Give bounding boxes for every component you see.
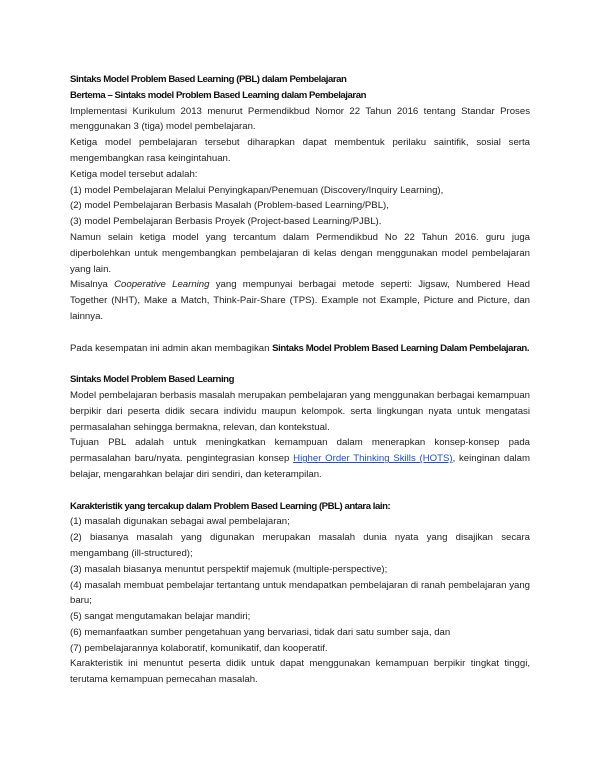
spacer [70, 356, 530, 372]
bold-phrase: Sintaks Model Problem Based Learning Dalam Pembelajaran. [272, 342, 530, 354]
intro-paragraph-2: Ketiga model pembelajaran tersebut diharapkan dapat membentuk perilaku saintifik, sosial serta mengembangkan rasa keingintahuan. [70, 137, 530, 164]
characteristic-item: (7) pembelajarannya kolaboratif, komunikatif, dan kooperatif. [70, 642, 328, 654]
model-list-item: (2) model Pembelajaran Berbasis Masalah (Problem-based Learning/PBL), [70, 200, 389, 212]
section1-paragraph-1: Model pembelajaran berbasis masalah merupakan pembelajaran yang menggunakan berbagai kemampuan berpikir dari peserta didik secara individu maupun kelompok. serta lingkungan nyata untuk mengatasi permasalahan sehingga bermakna, relevan, dan kontekstual. [70, 389, 530, 433]
characteristic-item: (5) sangat mengutamakan belajar mandiri; [70, 611, 251, 623]
document-subtitle: Bertema – Sintaks model Problem Based Learning dalam Pembelajaran [70, 89, 366, 101]
characteristic-item: (4) masalah membuat pembelajar tertantang untuk mendapatkan pembelajaran di ranah pembelajaran yang baru; [70, 579, 530, 607]
model-list-item: (1) model Pembelajaran Melalui Penyingkapan/Penemuan (Discovery/Inquiry Learning), [70, 184, 444, 196]
hots-link[interactable]: Higher Order Thinking Skills (HOTS) [293, 453, 453, 465]
italic-term: Cooperative Learning [114, 279, 210, 291]
text-span: yang mempunyai berbagai metode seperti: Jigsaw, Numbered Head Together (NHT), Make a Match, Think-Pair-Share (TPS). Example not Example, Picture and Picture, dan lainnya. [70, 279, 530, 322]
spacer [70, 483, 530, 499]
characteristic-item: (1) masalah digunakan sebagai awal pembelajaran; [70, 516, 290, 528]
text-span: Pada kesempatan ini admin akan membagikan [70, 342, 273, 354]
text-span: , keinginan dalam belajar, mengarahkan belajar diri sendiri, dan keterampilan. [70, 453, 530, 480]
characteristic-item: (3) masalah biasanya menuntut perspektif majemuk (multiple-perspective); [70, 563, 388, 575]
section-heading-karakteristik: Karakteristik yang tercakup dalam Problem Based Learning (PBL) antara lain: [70, 500, 391, 512]
intro-paragraph-1: Implementasi Kurikulum 2013 menurut Permendikbud Nomor 22 Tahun 2016 tentang Standar Proses menggunakan 3 (tiga) model pembelajaran. [70, 105, 530, 133]
document-page [70, 72, 530, 688]
text-span: Misalnya [70, 279, 115, 291]
intro-paragraph-6 [70, 341, 530, 357]
intro-paragraph-3: Ketiga model tersebut adalah: [70, 168, 198, 180]
spacer [70, 325, 530, 341]
section1-paragraph-2 [70, 435, 530, 482]
characteristic-item: (6) memanfaatkan sumber pengetahuan yang bervariasi, tidak dari satu sumber saja, dan [70, 626, 451, 638]
text-span: Tujuan PBL adalah untuk meningkatkan kemampuan dalam menerapkan konsep-konsep pada permasalahan baru/nyata. pengintegrasian konsep [70, 437, 530, 465]
intro-paragraph-5 [70, 277, 530, 324]
closing-paragraph: Karakteristik ini menuntut peserta didik untuk dapat menggunakan kemampuan berpikir tingkat tinggi, terutama kemampuan pemecahan masalah. [70, 658, 530, 686]
intro-paragraph-4: Namun selain ketiga model yang tercantum dalam Permendikbud No 22 Tahun 2016. guru juga diperbolehkan untuk mengembangkan pembelajaran di kelas dengan menggunakan model pembelajaran yang lain. [70, 231, 530, 275]
document-title: Sintaks Model Problem Based Learning (PBL) dalam Pembelajaran [70, 74, 347, 85]
characteristic-item: (2) biasanya masalah yang digunakan merupakan masalah dunia nyata yang disajikan secara mengambang (ill-structured); [70, 532, 530, 559]
section-heading-sintaks: Sintaks Model Problem Based Learning [70, 374, 234, 386]
model-list-item: (3) model Pembelajaran Berbasis Proyek (Project-based Learning/PJBL). [70, 216, 382, 228]
